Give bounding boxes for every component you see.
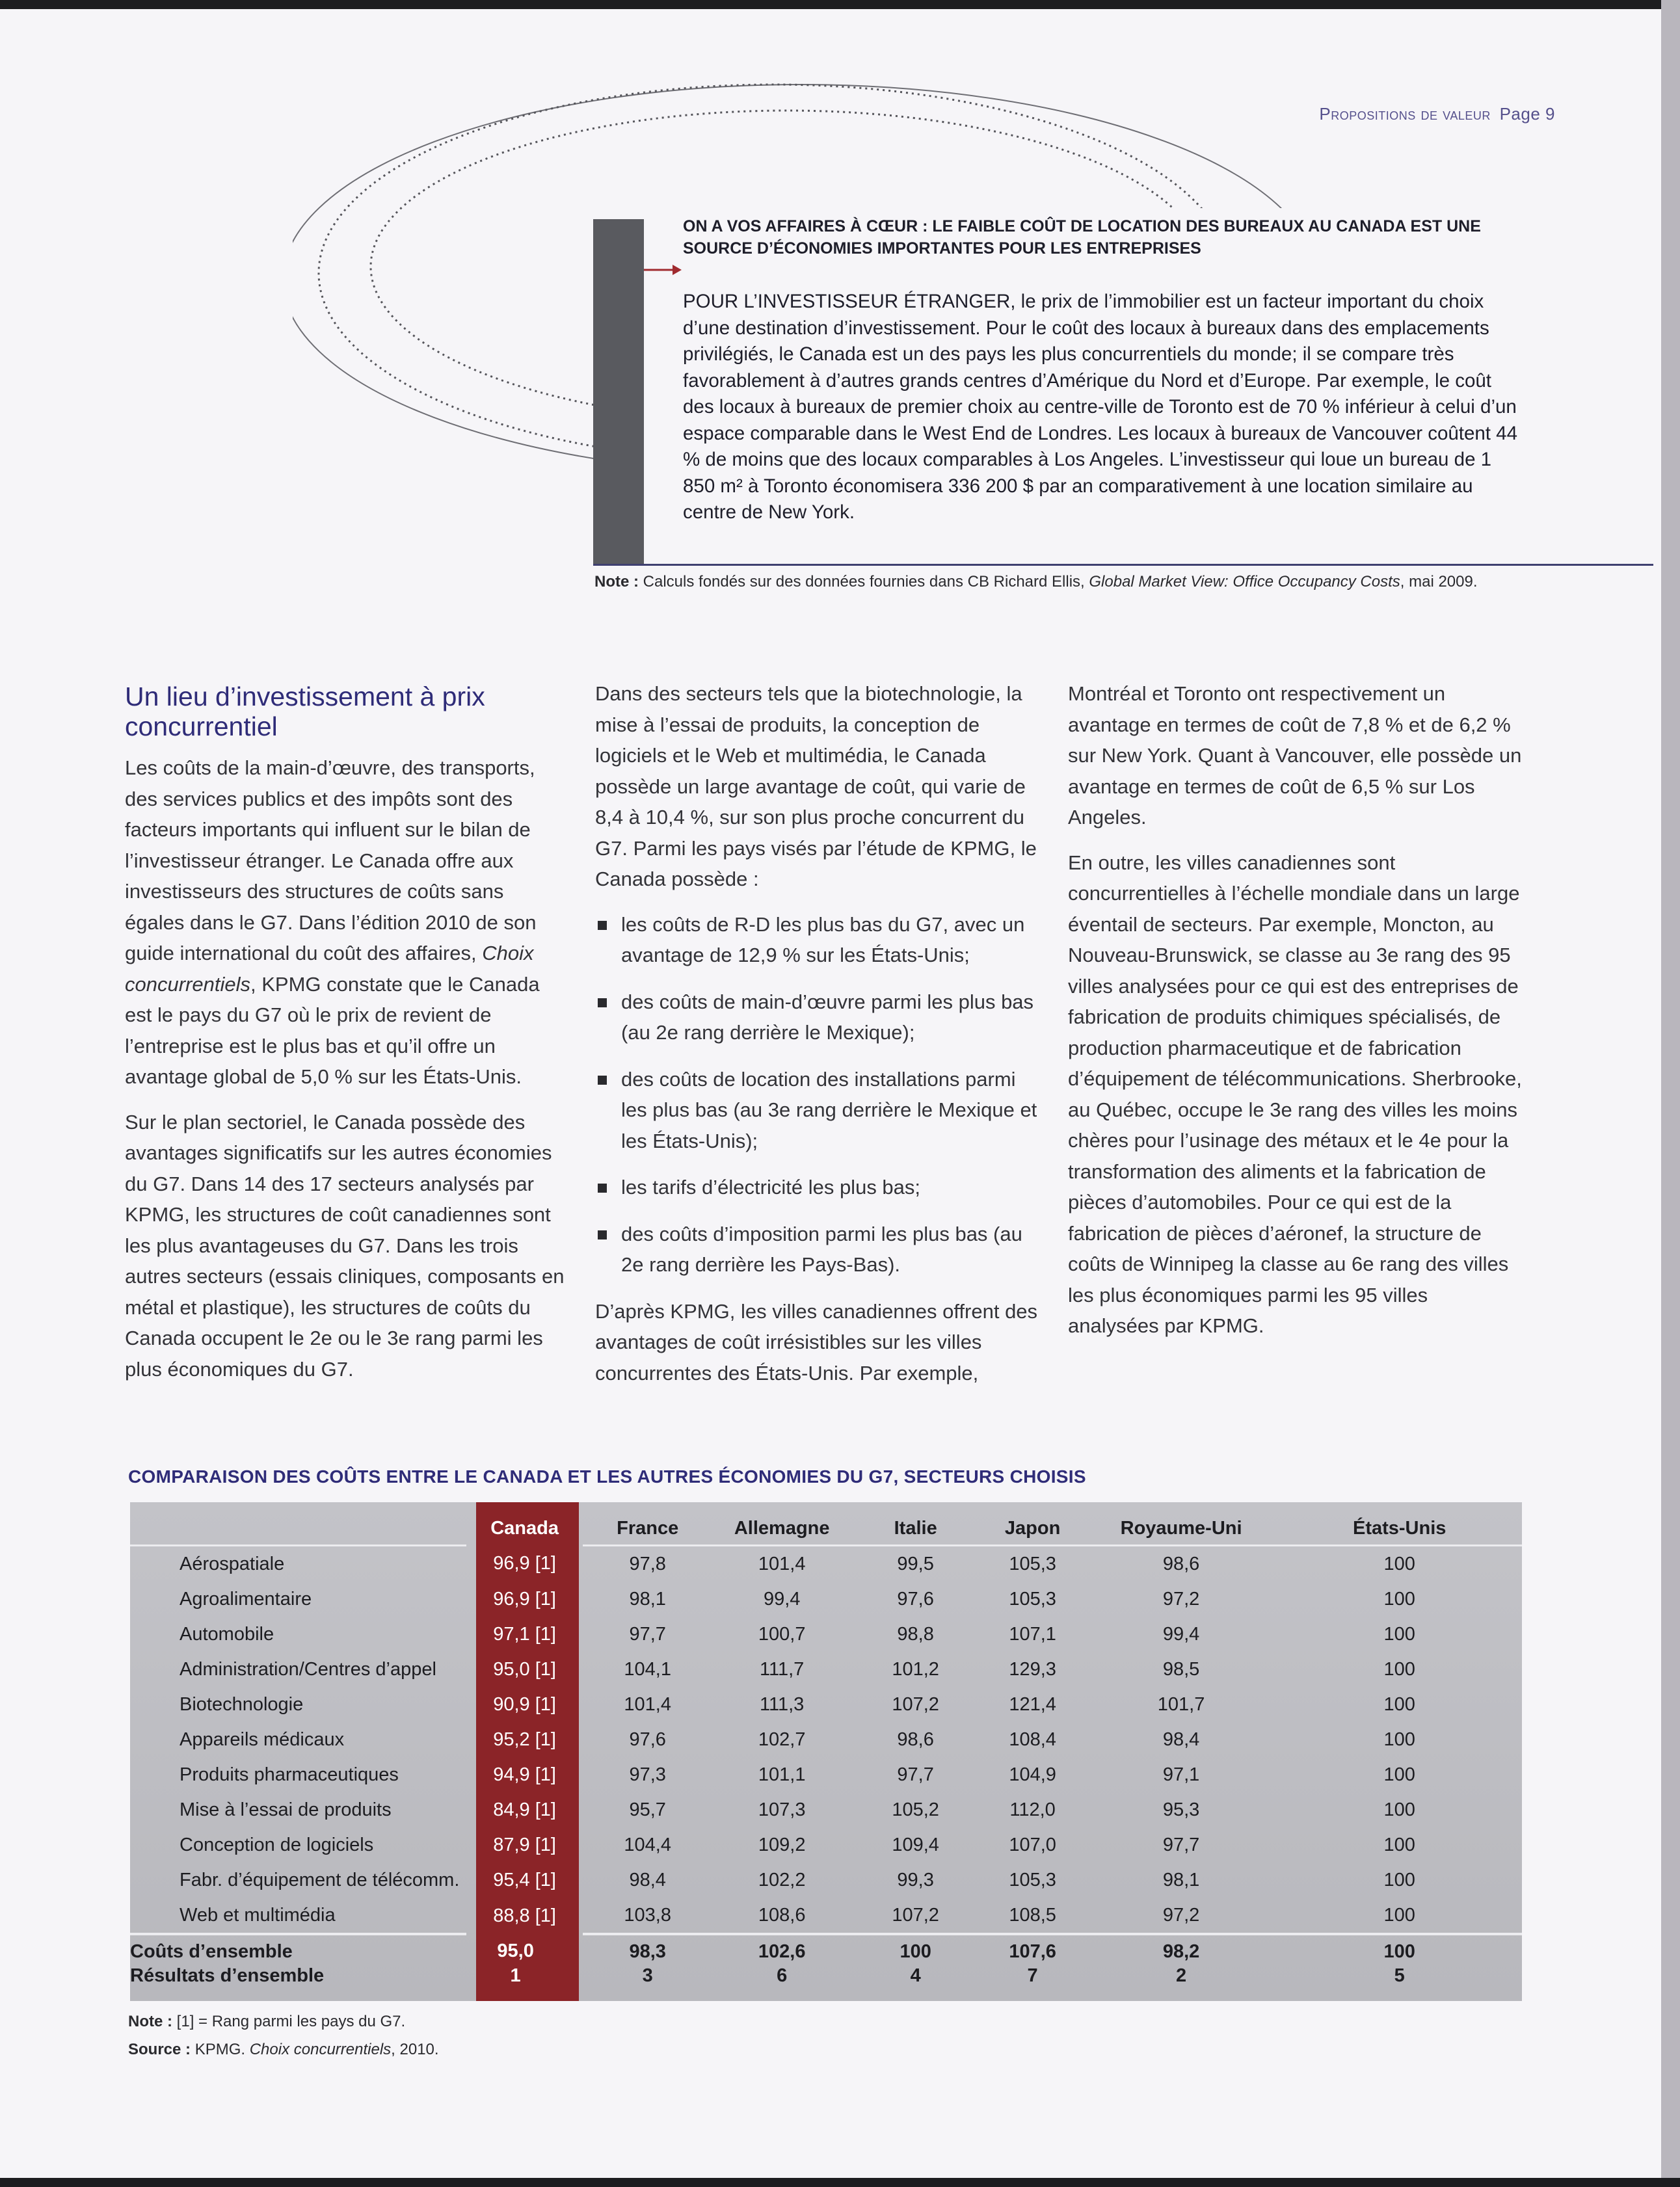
table-cell: 95,0 [497, 1940, 534, 1961]
table-row [130, 1546, 1522, 1582]
table-source [128, 2041, 909, 2059]
table-cell: 6 [777, 1965, 788, 1986]
bullet-square-icon [598, 998, 607, 1007]
table-cell: 108,6 [758, 1904, 806, 1926]
table-cell: 112,0 [1009, 1799, 1056, 1820]
table-cell: 99,5 [897, 1553, 934, 1574]
table-row [130, 1862, 1522, 1898]
table-cell: 100 [1277, 1934, 1522, 1964]
table-row [130, 1722, 1522, 1757]
table-cell: 101,4 [758, 1553, 806, 1574]
table-cell: 100 [1383, 1799, 1415, 1820]
table-cell: 100 [1383, 1553, 1415, 1574]
table-row [130, 1652, 1522, 1687]
table-row [130, 1687, 1522, 1722]
table-cell: 97,2 [1162, 1904, 1200, 1926]
table-cell: 101,4 [624, 1693, 671, 1715]
table-cell: 100 [1383, 1623, 1415, 1645]
bullet-square-icon [598, 1076, 607, 1085]
callout-body-text: le prix de l’immobilier est un facteur important du choix d’une destination d’investissement. Pour le coût des locaux à bureaux dans des emplacements privilégiés, le Canada est un des pays les plus concurrentiels du monde; il se compare très favorablement à d’autres grands centres d’Amérique du Nord et d’Europe. Par exemple, le coût des locaux à bureaux de premier choix au centre-ville de Toronto est de 70 % inférieur à celui d’un espace comparable dans le West End de Londres. Les locaux à bureaux de Vancouver coûtent 44 % de moins que des locaux comparables à Los Angeles. L’investisseur qui loue un bureau de 1 850 m² à Toronto économisera 336 200 $ par an comparativement à une location similaire au centre de New York. [683, 291, 1517, 523]
table-cell: 95,0 [1] [493, 1658, 556, 1680]
table-cell: 111,7 [760, 1658, 805, 1680]
callout-body-lead: POUR L’INVESTISSEUR ÉTRANGER, [683, 291, 1016, 312]
table-cell: 100,7 [758, 1623, 806, 1645]
article-column-2 [595, 678, 1044, 1403]
table-cell: 98,1 [629, 1588, 666, 1610]
table-cell: 107,1 [1009, 1623, 1056, 1645]
section-heading: Un lieu d’investissement à prix concurrentiel [125, 682, 485, 741]
table-note-label: Note : [128, 2013, 172, 2030]
row-label: Coûts d’ensemble [130, 1934, 466, 1964]
row-label: Automobile [180, 1623, 274, 1645]
arrow-right-icon [644, 263, 683, 277]
table-cell: 100 [1383, 1834, 1415, 1855]
table-source-title: Choix concurrentiels [249, 2041, 392, 2058]
paragraph: Dans des secteurs tels que la biotechnologie, la mise à l’essai de produits, la conception de logiciels et le Web et multimédia, le Canada possède un large avantage de coût, qui varie de 8,4 à 10,4 %, sur son plus proche concurrent du G7. Parmi les pays visés par l’étude de KPMG, le Canada possède : [595, 682, 1037, 890]
table-row [130, 1582, 1522, 1617]
table-cell: 105,3 [1009, 1553, 1056, 1574]
table-cell: 97,1 [1] [493, 1623, 556, 1645]
paragraph: En outre, les villes canadiennes sont concurrentielles à l’échelle mondiale dans un large éventail de secteurs. Par exemple, Moncton, au Nouveau-Brunswick, se classe au 3e rang des 95 villes analysées pour ce qui est des entreprises de fabrication de produits chimiques spécialisés, de production pharmaceutique et de fabrication d’équipement de télécommunications. Sherbrooke, au Québec, occupe le 3e rang des villes les moins chères pour l’usinage des métaux et le 4e pour la transformation des aliments et la fabrication de pièces d’automobiles. Pour ce qui est de la fabrication de pièces d’aéronef, la structure de coûts de Winnipeg la classe au 6e rang des villes les plus économiques parmi les 95 villes analysées par KPMG. [1068, 851, 1522, 1337]
table-header-corner [130, 1512, 466, 1546]
table-cell: 101,2 [892, 1658, 939, 1680]
callout-note-date: , mai 2009. [1400, 573, 1478, 590]
table-cell: 96,9 [1] [493, 1588, 556, 1610]
paragraph-text: , KPMG constate que le Canada est le pays du G7 où le prix de revient de l’entreprise est le plus bas et qu’il offre un avantage global de 5,0 % sur les États-Unis. [125, 972, 540, 1088]
table-cell: 105,2 [892, 1799, 939, 1820]
table-row [130, 1757, 1522, 1792]
table-cell: 102,6 [713, 1934, 851, 1964]
table-cell: 87,9 [1] [493, 1834, 556, 1855]
callout-sidebar-bar [593, 219, 644, 566]
scan-right-border [1661, 0, 1680, 2187]
table-cell: 99,4 [1162, 1623, 1200, 1645]
table-cell: 95,7 [629, 1799, 666, 1820]
table-cell: 94,9 [1] [493, 1764, 556, 1785]
table-note-text: [1] = Rang parmi les pays du G7. [176, 2013, 406, 2030]
bullet-square-icon [598, 1230, 607, 1239]
row-label: Web et multimédia [180, 1904, 336, 1926]
table-cell: 101,7 [1157, 1693, 1205, 1715]
table-cell: 98,5 [1162, 1658, 1200, 1680]
list-item-text: les coûts de R-D les plus bas du G7, avec un avantage de 12,9 % sur les États-Unis; [621, 912, 1025, 966]
column-header-italie: Italie [851, 1512, 980, 1546]
table-header-row [130, 1512, 1522, 1546]
article-column-1 [125, 752, 567, 1399]
row-label: Fabr. d’équipement de télécomm. [180, 1869, 460, 1890]
bullet-square-icon [598, 921, 607, 930]
cost-comparison-table [130, 1512, 1522, 1987]
table-cell: 100 [851, 1934, 980, 1964]
table-cell: 107,6 [980, 1934, 1085, 1964]
table-cell: 102,2 [758, 1869, 806, 1890]
table-cell: 107,2 [892, 1904, 939, 1926]
table-cell: 121,4 [1009, 1693, 1056, 1715]
table-cell: 101,1 [758, 1764, 806, 1785]
table-cell: 108,5 [1009, 1904, 1056, 1926]
table-cell: 100 [1383, 1904, 1415, 1926]
list-item-text: des coûts d’imposition parmi les plus bas (au 2e rang derrière les Pays-Bas). [621, 1222, 1022, 1276]
table-cell: 104,4 [624, 1834, 671, 1855]
table-cell: 97,7 [897, 1764, 934, 1785]
article-column-3 [1068, 678, 1523, 1356]
column-header-allemagne: Allemagne [713, 1512, 851, 1546]
table-row [130, 1617, 1522, 1652]
table-cell: 104,9 [1009, 1764, 1056, 1785]
paragraph: Sur le plan sectoriel, le Canada possède des avantages significatifs sur les autres économies du G7. Dans 14 des 17 secteurs analysés par KPMG, les structures de coût canadiennes sont les plus avantageuses du G7. Dans les trois autres secteurs (essais cliniques, composants en métal et plastique), les structures de coûts du Canada occupent le 2e ou le 3e rang parmi les plus économiques du G7. [125, 1110, 565, 1381]
table-cell: 107,2 [892, 1693, 939, 1715]
table-cell: 2 [1176, 1965, 1187, 1986]
list-item-text: des coûts de main-d’œuvre parmi les plus bas (au 2e rang derrière le Mexique); [621, 990, 1034, 1044]
table-cell: 90,9 [1] [493, 1693, 556, 1715]
table-cell: 99,4 [763, 1588, 801, 1610]
table-cell: 104,1 [624, 1658, 671, 1680]
table-row [130, 1792, 1522, 1827]
table-cell: 105,3 [1009, 1869, 1056, 1890]
table-cell: 109,2 [758, 1834, 806, 1855]
column-header-france: France [583, 1512, 713, 1546]
paragraph: D’après KPMG, les villes canadiennes offrent des avantages de coût irrésistibles sur les villes concurrentes des États-Unis. Par exemple, [595, 1299, 1038, 1385]
callout-note-source-title: Global Market View: Office Occupancy Costs [1089, 573, 1400, 590]
table-cell: 98,3 [583, 1934, 713, 1964]
table-cell: 98,6 [897, 1729, 934, 1750]
table-cell: 99,3 [897, 1869, 934, 1890]
table-cell: 88,8 [1] [493, 1905, 556, 1926]
column-header-canada: Canada [490, 1518, 559, 1539]
table-cell: 98,1 [1162, 1869, 1200, 1890]
table-cell: 97,6 [897, 1588, 934, 1610]
table-cell: 3 [642, 1965, 653, 1986]
scan-top-border [0, 0, 1680, 9]
row-label: Administration/Centres d’appel [180, 1658, 436, 1680]
table-cell: 95,2 [1] [493, 1729, 556, 1750]
table-cell: 107,3 [758, 1799, 806, 1820]
table-cell: 98,8 [897, 1623, 934, 1645]
table-cell: 100 [1383, 1658, 1415, 1680]
paragraph-text: Les coûts de la main-d’œuvre, des transports, des services publics et des impôts sont des facteurs importants qui influent sur le bilan de l’investisseur étranger. Le Canada offre aux investisseurs des structures de coûts sans égales dans le G7. Dans l’édition 2010 de son guide international du coût des affaires, [125, 756, 537, 964]
list-item [595, 1064, 1044, 1157]
column-header-royaume-uni: Royaume-Uni [1086, 1512, 1277, 1546]
table-cell: 100 [1383, 1764, 1415, 1785]
table-cell: 100 [1383, 1729, 1415, 1750]
table-cell: 97,2 [1162, 1588, 1200, 1610]
row-label: Appareils médicaux [180, 1729, 345, 1750]
table-cell: 97,6 [629, 1729, 666, 1750]
table-row [130, 1898, 1522, 1934]
table-cell: 100 [1383, 1869, 1415, 1890]
table-cell: 84,9 [1] [493, 1799, 556, 1820]
table-cell: 98,4 [1162, 1729, 1200, 1750]
row-label: Aérospatiale [180, 1553, 285, 1574]
advantages-list [595, 909, 1044, 1280]
table-cell: 97,3 [629, 1764, 666, 1785]
table-cell: 97,7 [629, 1623, 666, 1645]
table-cell: 98,6 [1162, 1553, 1200, 1574]
list-item [595, 1172, 1044, 1203]
list-item [595, 909, 1044, 971]
row-label: Biotechnologie [180, 1693, 304, 1715]
callout-body [683, 289, 1522, 526]
table-cell: 4 [910, 1965, 921, 1986]
table-cell: 7 [1027, 1965, 1038, 1986]
bullet-square-icon [598, 1184, 607, 1193]
table-cell: 108,4 [1009, 1729, 1056, 1750]
overall-cost-row [130, 1934, 1522, 1964]
row-label: Conception de logiciels [180, 1834, 374, 1855]
list-item [595, 1219, 1044, 1280]
table-cell: 5 [1394, 1965, 1405, 1986]
table-cell: 97,7 [1162, 1834, 1200, 1855]
table-cell: 103,8 [624, 1904, 671, 1926]
list-item-text: des coûts de location des installations parmi les plus bas (au 3e rang derrière le Mexique et les États-Unis); [621, 1067, 1037, 1152]
table-title: COMPARAISON DES COÛTS ENTRE LE CANADA ET LES AUTRES ÉCONOMIES DU G7, SECTEURS CHOISIS [128, 1466, 1086, 1487]
callout-note [594, 573, 1570, 591]
row-label: Agroalimentaire [180, 1588, 312, 1610]
column-header-japon: Japon [980, 1512, 1085, 1546]
row-label: Produits pharmaceutiques [180, 1764, 399, 1785]
callout-rule [593, 564, 1653, 566]
guide-title: Choix concurrentiels [125, 942, 534, 996]
paragraph [125, 752, 567, 1093]
table-cell: 100 [1383, 1693, 1415, 1715]
table-cell: 109,4 [892, 1834, 939, 1855]
table-cell: 102,7 [758, 1729, 806, 1750]
table-note [128, 2013, 909, 2031]
table-cell: 1 [510, 1965, 521, 1986]
overall-rank-row [130, 1964, 1522, 1987]
table-source-year: , 2010. [391, 2041, 439, 2058]
callout-note-text: Calculs fondés sur des données fournies dans CB Richard Ellis, [643, 573, 1085, 590]
table-cell: 95,3 [1162, 1799, 1200, 1820]
callout-title: ON A VOS AFFAIRES À CŒUR : LE FAIBLE COÛT DE LOCATION DES BUREAUX AU CANADA EST UNE SOURCE D’ÉCONOMIES IMPORTANTES POUR LES ENTREPRISES [683, 217, 1481, 258]
running-header [1319, 104, 1555, 124]
table-cell: 97,8 [629, 1553, 666, 1574]
column-header-etats-unis: États-Unis [1277, 1512, 1522, 1546]
table-cell: 111,3 [760, 1693, 805, 1715]
table-cell: 100 [1383, 1588, 1415, 1610]
table-cell: 98,4 [629, 1869, 666, 1890]
scan-bottom-border [0, 2178, 1680, 2187]
list-item-text: les tarifs d’électricité les plus bas; [621, 1176, 921, 1199]
paragraph: Montréal et Toronto ont respectivement un avantage en termes de coût de 7,8 % et de 6,2 % sur New York. Quant à Vancouver, elle possède un avantage en termes de coût de 6,5 % sur Los Angeles. [1068, 682, 1522, 828]
table-cell: 96,9 [1] [493, 1552, 556, 1574]
running-header-section: Propositions de valeur [1319, 104, 1491, 124]
table-cell: 129,3 [1009, 1658, 1056, 1680]
list-item [595, 987, 1044, 1048]
table-row [130, 1827, 1522, 1862]
row-label: Résultats d’ensemble [130, 1965, 325, 1986]
table-cell: 97,1 [1162, 1764, 1200, 1785]
table-cell: 98,2 [1086, 1934, 1277, 1964]
callout-note-label: Note : [594, 573, 639, 590]
table-cell: 105,3 [1009, 1588, 1056, 1610]
table-cell: 95,4 [1] [493, 1869, 556, 1890]
running-header-page: Page 9 [1499, 104, 1555, 124]
row-label: Mise à l’essai de produits [180, 1799, 392, 1820]
table-source-text: KPMG. [194, 2041, 246, 2058]
table-source-label: Source : [128, 2041, 191, 2058]
table-cell: 107,0 [1009, 1834, 1056, 1855]
